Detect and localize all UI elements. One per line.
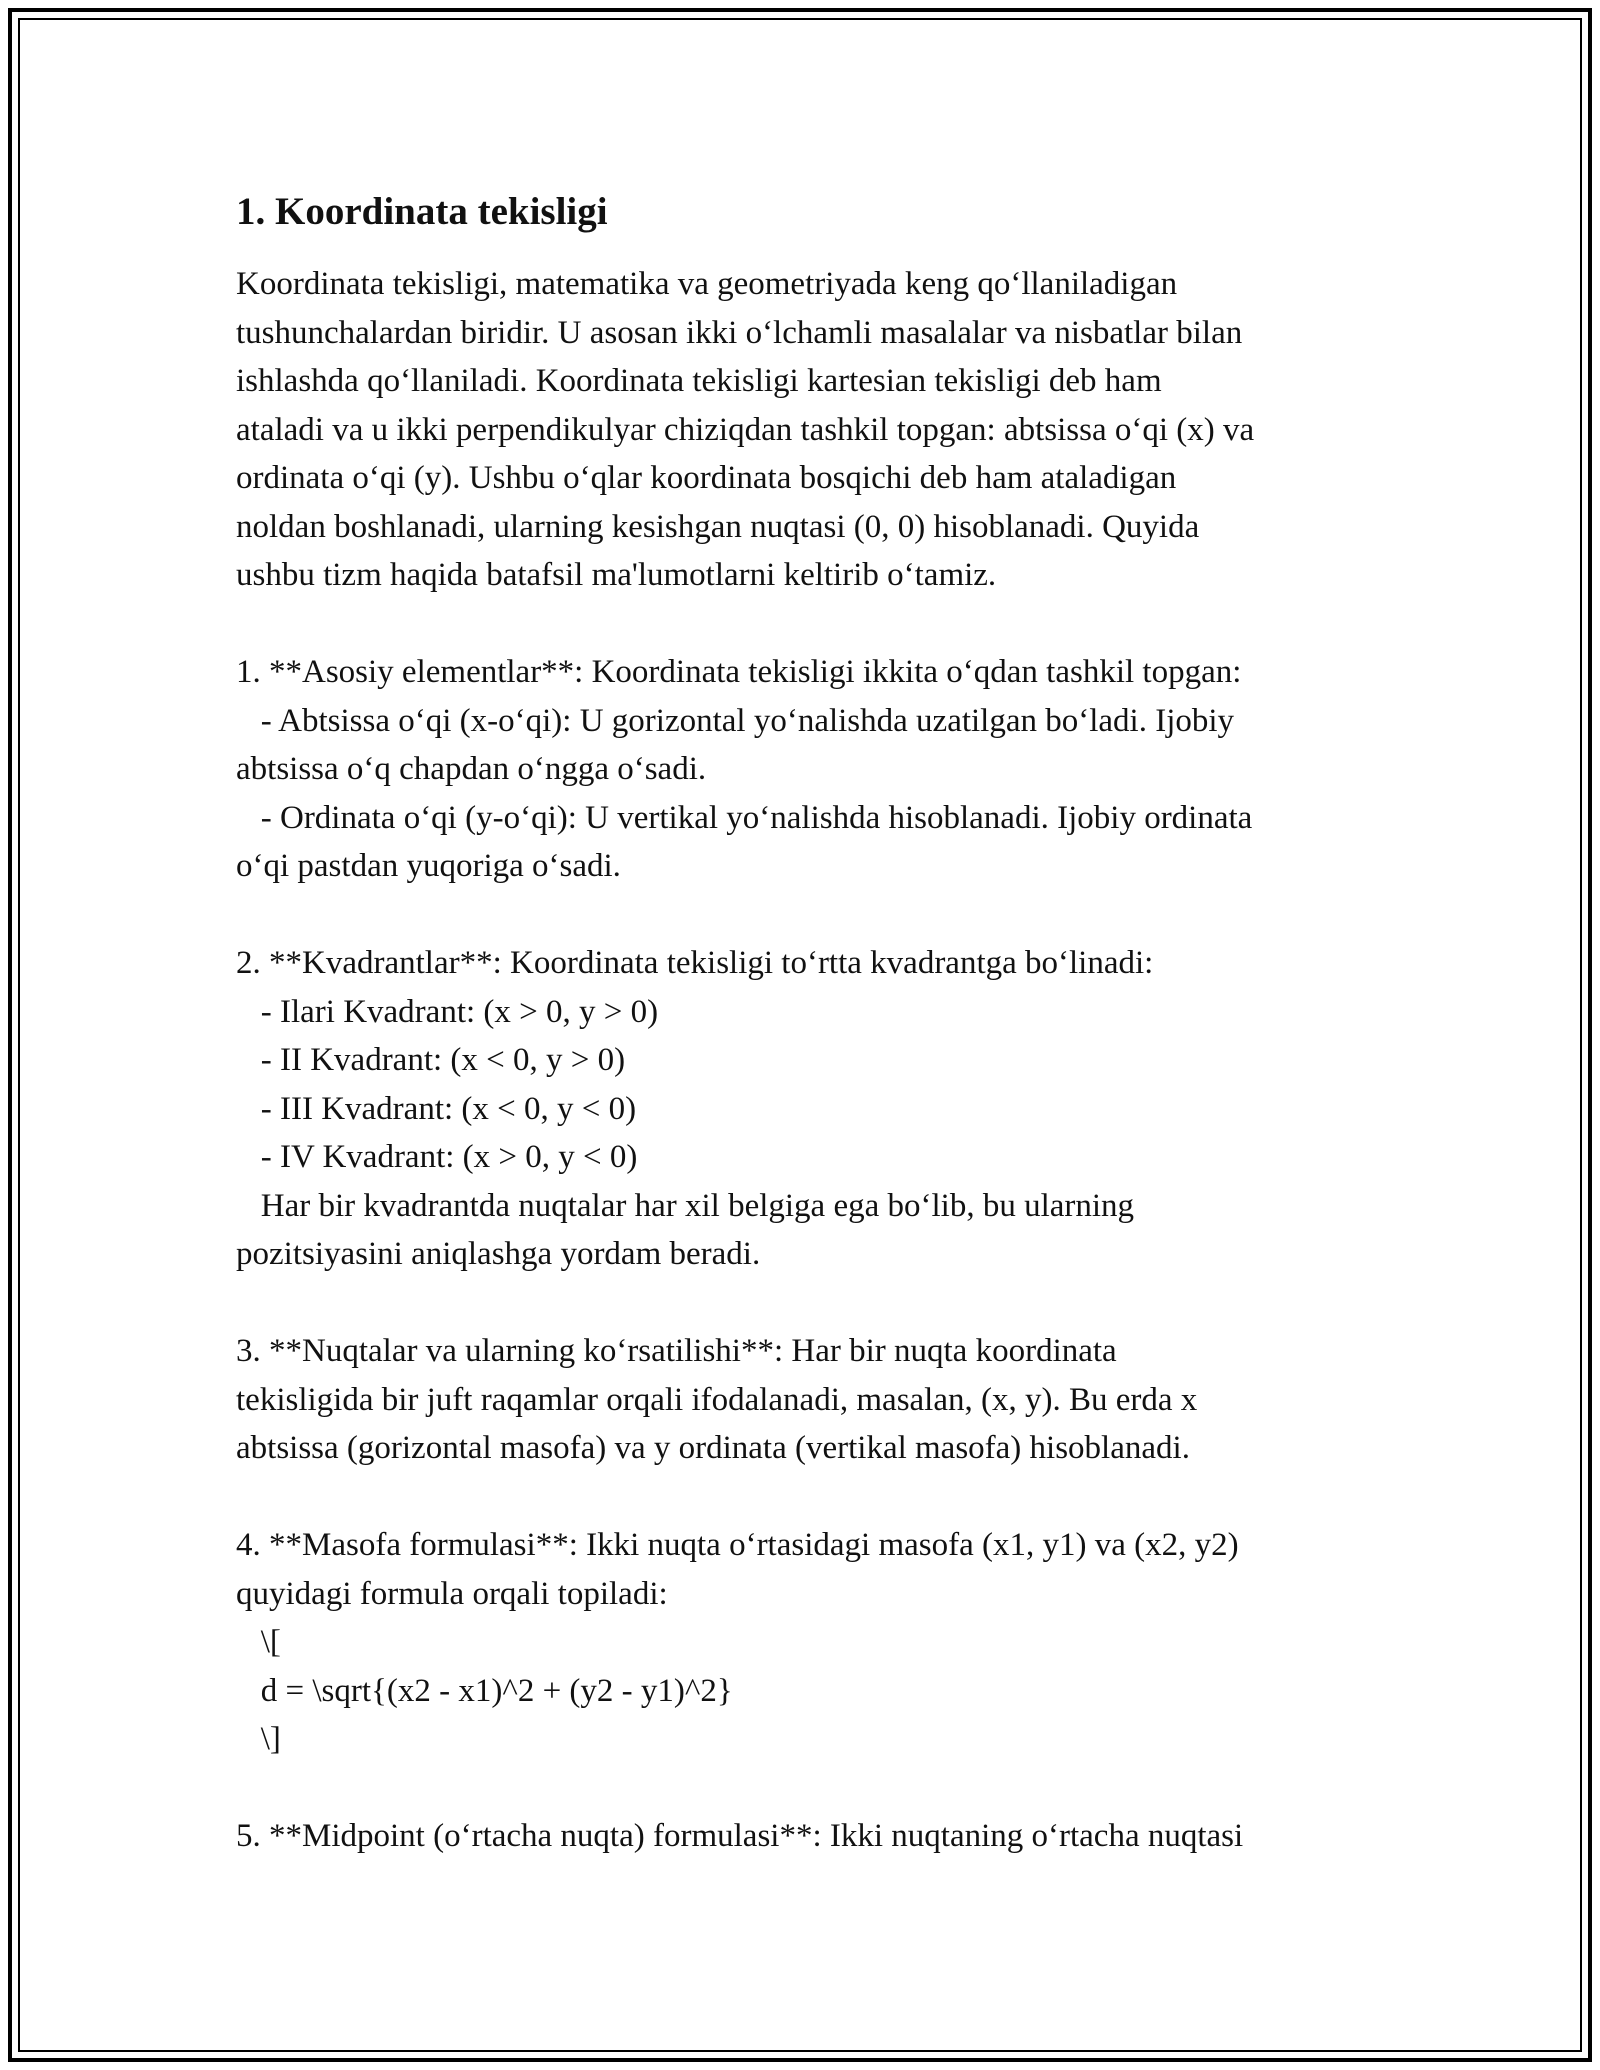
intro-paragraph xyxy=(236,260,1386,600)
text-line: Koordinata tekisligi, matematika va geometriyada keng qoʻllaniladigan xyxy=(236,266,1178,302)
paragraph-gap xyxy=(236,1473,1386,1522)
text-line: ushbu tizm haqida batafsil ma'lumotlarni keltirib oʻtamiz. xyxy=(236,557,997,593)
text-line: 5. **Midpoint (oʻrtacha nuqta) formulasi**: Ikki nuqtaning oʻrtacha nuqtasi xyxy=(236,1818,1244,1854)
text-line: - IV Kvadrant: (x > 0, y < 0) xyxy=(236,1139,638,1175)
paragraph-gap xyxy=(236,1764,1386,1813)
text-line: ishlashda qoʻllaniladi. Koordinata tekisligi kartesian tekisligi deb ham xyxy=(236,363,1162,399)
text-line: - II Kvadrant: (x < 0, y > 0) xyxy=(236,1042,626,1078)
text-line: 1. **Asosiy elementlar**: Koordinata tekisligi ikkita oʻqdan tashkil topgan: xyxy=(236,654,1242,690)
section-quadrants xyxy=(236,939,1386,1279)
section-distance-formula xyxy=(236,1521,1386,1764)
text-line: - Ordinata oʻqi (y-oʻqi): U vertikal yoʻnalishda hisoblanadi. Ijobiy ordinata xyxy=(236,799,1253,836)
text-line: pozitsiyasini aniqlashga yordam beradi. xyxy=(236,1236,761,1272)
paragraph-gap xyxy=(236,891,1386,940)
text-line: ordinata oʻqi (y). Ushbu oʻqlar koordinata bosqichi deb ham ataladigan xyxy=(236,460,1177,496)
text-line: abtsissa oʻq chapdan oʻngga oʻsadi. xyxy=(236,751,707,787)
paragraph-gap xyxy=(236,600,1386,649)
text-line: quyidagi formula orqali topiladi: xyxy=(236,1575,668,1612)
text-line: abtsissa (gorizontal masofa) va y ordinata (vertikal masofa) hisoblanadi. xyxy=(236,1430,1190,1466)
text-line: oʻqi pastdan yuqoriga oʻsadi. xyxy=(236,848,621,884)
formula-line: \[ xyxy=(236,1624,281,1660)
text-line: - Ilari Kvadrant: (x > 0, y > 0) xyxy=(236,993,659,1030)
document-body xyxy=(236,186,1386,1861)
text-line: ataladi va u ikki perpendikulyar chiziqdan tashkil topgan: abtsissa oʻqi (x) va xyxy=(236,411,1255,448)
section-heading: 1. Koordinata tekisligi xyxy=(236,190,608,233)
text-line: - Abtsissa oʻqi (x-oʻqi): U gorizontal yoʻnalishda uzatilgan boʻladi. Ijobiy xyxy=(236,702,1235,739)
paragraph-gap xyxy=(236,1279,1386,1328)
text-line: 2. **Kvadrantlar**: Koordinata tekisligi toʻrtta kvadrantga boʻlinadi: xyxy=(236,945,1154,981)
formula-line: \] xyxy=(236,1721,281,1757)
text-line: tushunchalardan biridir. U asosan ikki oʻlchamli masalalar va nisbatlar bilan xyxy=(236,314,1243,351)
text-line: 3. **Nuqtalar va ularning koʻrsatilishi**: Har bir nuqta koordinata xyxy=(236,1333,1117,1369)
section-midpoint-formula xyxy=(236,1812,1386,1861)
text-line: - III Kvadrant: (x < 0, y < 0) xyxy=(236,1090,637,1127)
section-basic-elements xyxy=(236,648,1386,891)
text-line: 4. **Masofa formulasi**: Ikki nuqta oʻrtasidagi masofa (x1, y1) va (x2, y2) xyxy=(236,1527,1239,1563)
formula-line: d = \sqrt{(x2 - x1)^2 + (y2 - y1)^2} xyxy=(236,1672,733,1709)
section-points xyxy=(236,1327,1386,1473)
text-line: Har bir kvadrantda nuqtalar har xil belgiga ega boʻlib, bu ularning xyxy=(236,1187,1135,1224)
text-line: noldan boshlanadi, ularning kesishgan nuqtasi (0, 0) hisoblanadi. Quyida xyxy=(236,508,1200,545)
text-line: tekisligida bir juft raqamlar orqali ifodalanadi, masalan, (x, y). Bu erda x xyxy=(236,1381,1198,1418)
